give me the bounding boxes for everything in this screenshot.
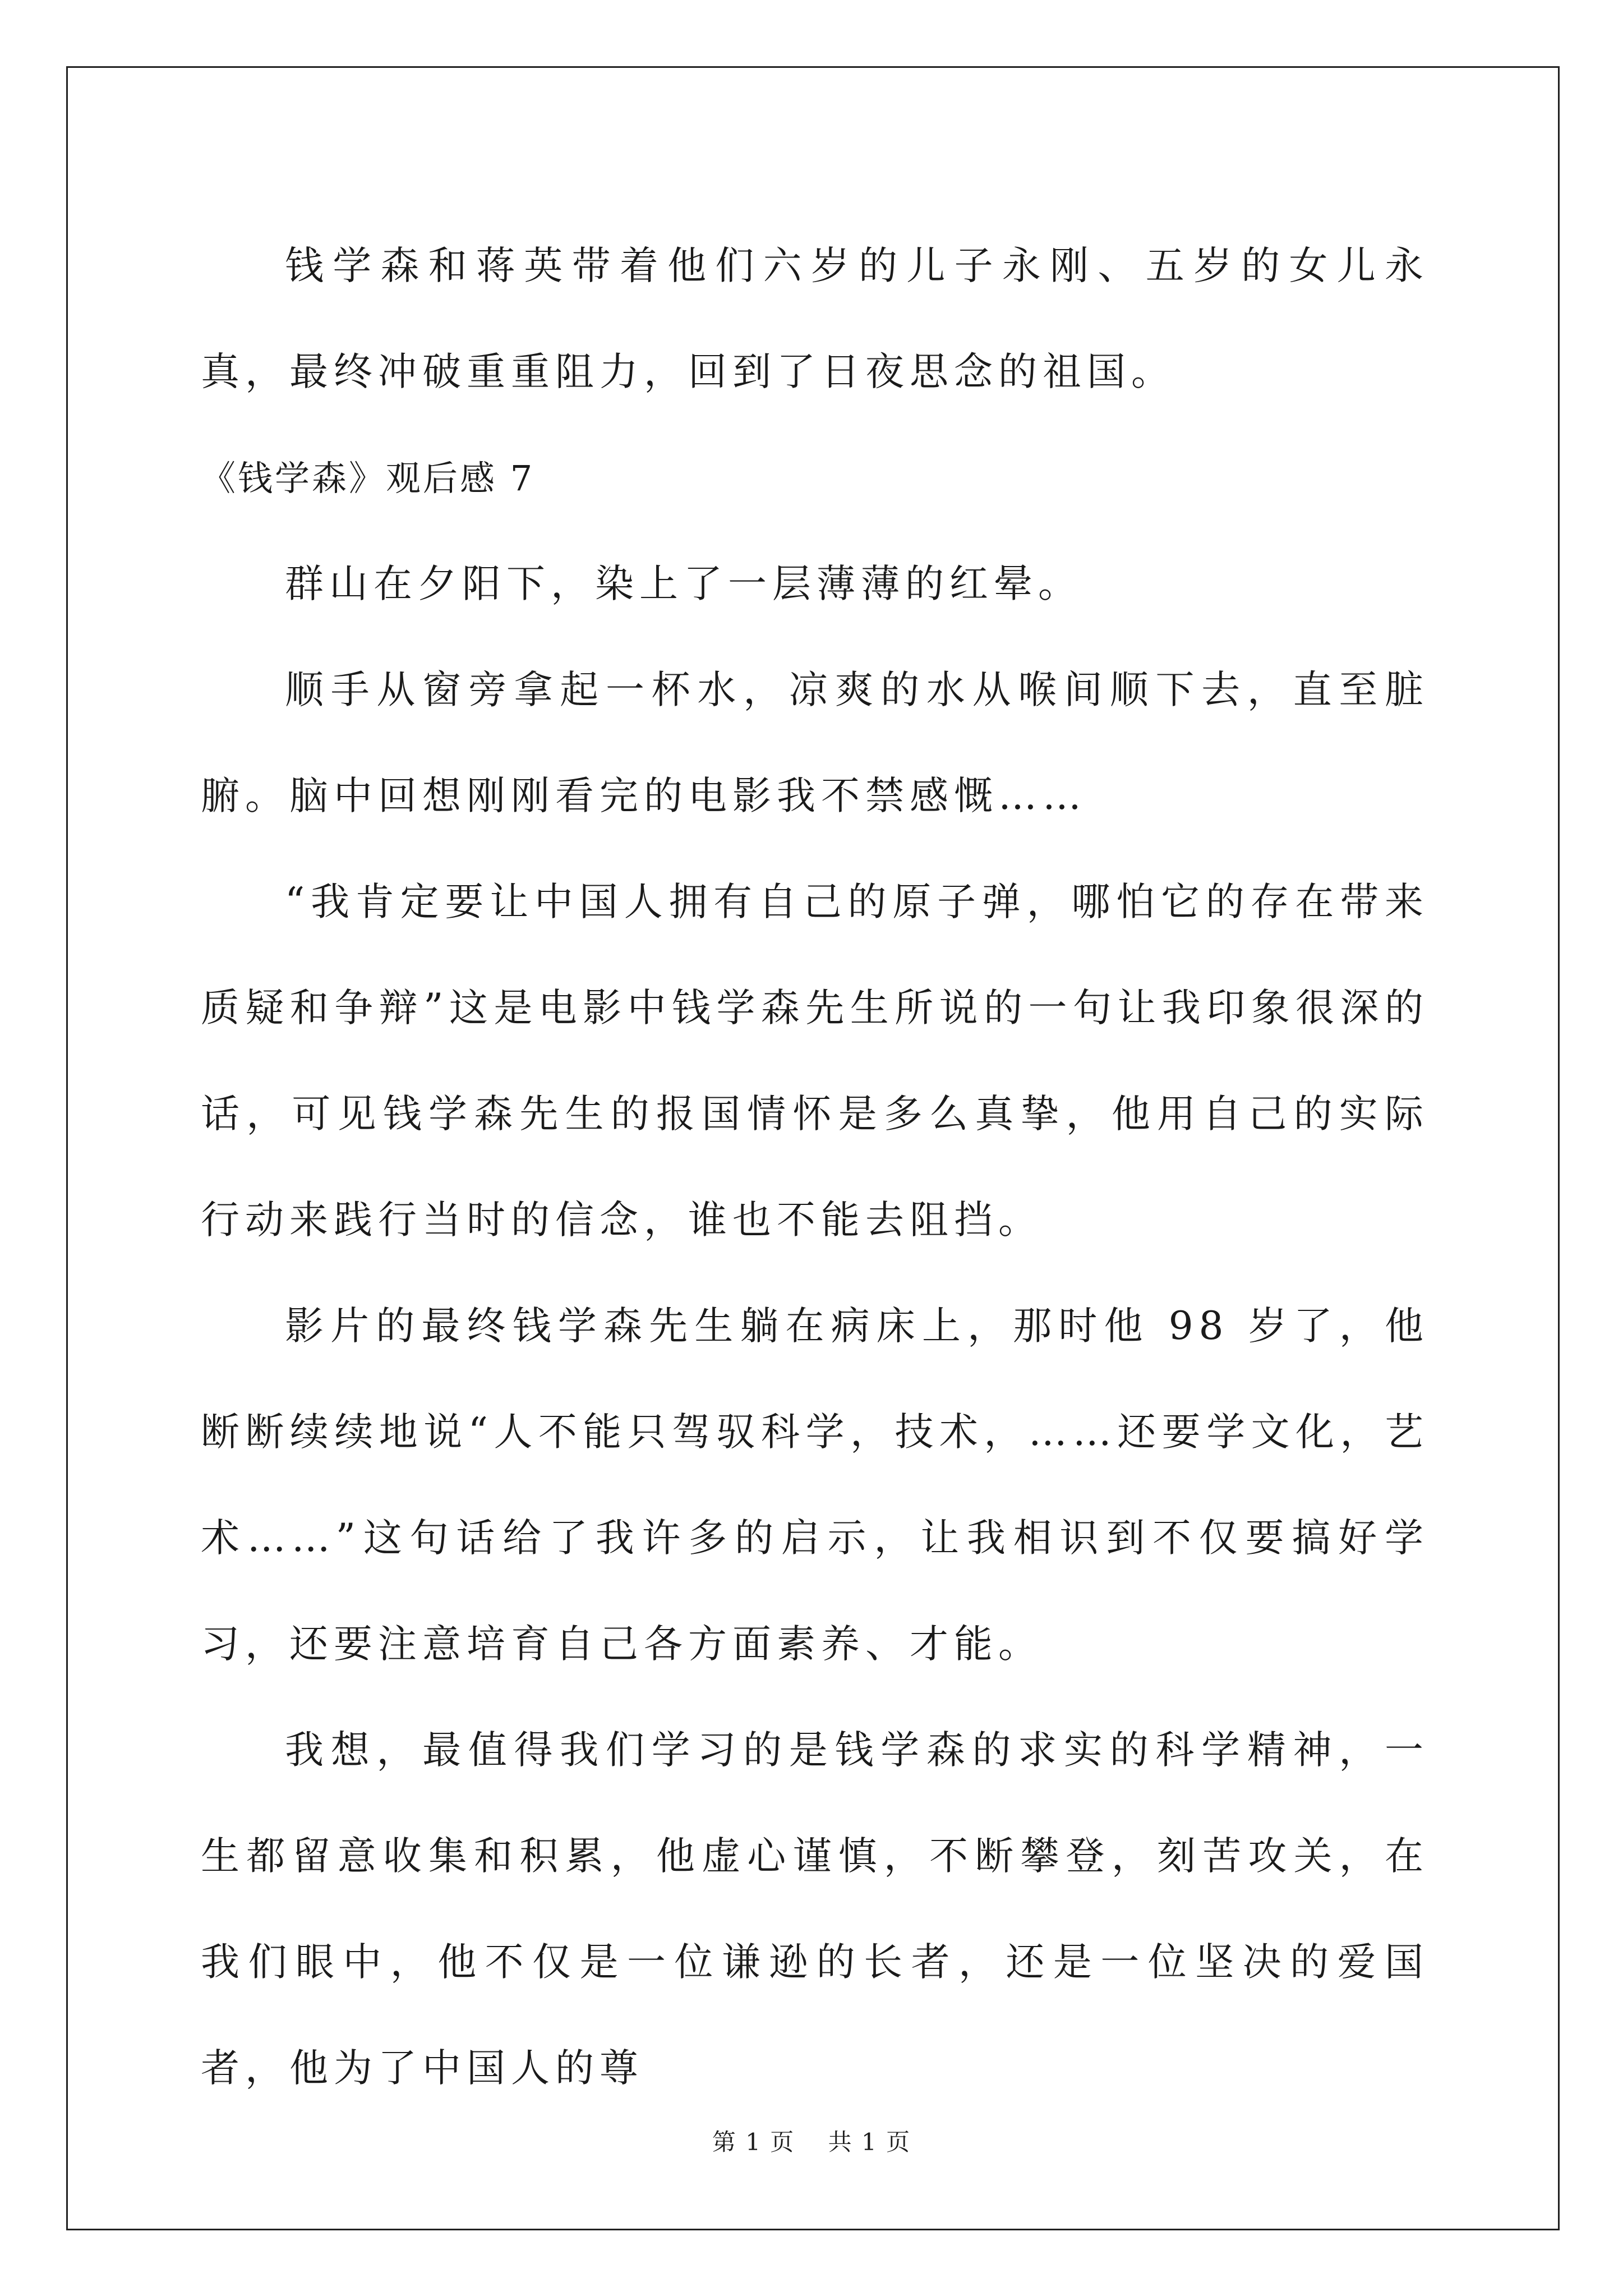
paragraph: 影片的最终钱学森先生躺在病床上，那时他 98 岁了，他断断续续地说“人不能只驾驭科学，技术，……还要学文化，艺术……”这句话给了我许多的启示，让我相识到不仅要搞好学习，还要注意培育自己各方面素养、才能。 <box>201 1304 1429 1667</box>
paragraph: 群山在夕阳下，染上了一层薄薄的红晕。 <box>285 562 1082 606</box>
paragraph: “我肯定要让中国人拥有自己的原子弹，哪怕它的存在带来质疑和争辩”这是电影中钱学森先生所说的一句让我印象很深的话，可见钱学森先生的报国情怀是多么真挚，他用自己的实际行动来践行当时的信念，谁也不能去阻挡。 <box>201 880 1429 1243</box>
section-heading: 《钱学森》观后感 7 <box>201 458 535 499</box>
document-body <box>201 213 1429 2122</box>
paragraph: 钱学森和蒋英带着他们六岁的儿子永刚、五岁的女儿永真，最终冲破重重阻力，回到了日夜思念的祖国。 <box>201 243 1429 394</box>
paragraph: 我想，最值得我们学习的是钱学森的求实的科学精神，一生都留意收集和积累，他虚心谨慎，不断攀登，刻苦攻关，在我们眼中，他不仅是一位谦逊的长者，还是一位坚决的爱国者，他为了中国人的尊 <box>201 1728 1429 2091</box>
page-total: 共 1 页 <box>828 2128 911 2156</box>
page-number: 第 1 页 <box>712 2128 795 2156</box>
page-footer <box>0 2124 1623 2157</box>
paragraph: 顺手从窗旁拿起一杯水，凉爽的水从喉间顺下去，直至脏腑。脑中回想刚刚看完的电影我不禁感慨…… <box>201 668 1429 818</box>
